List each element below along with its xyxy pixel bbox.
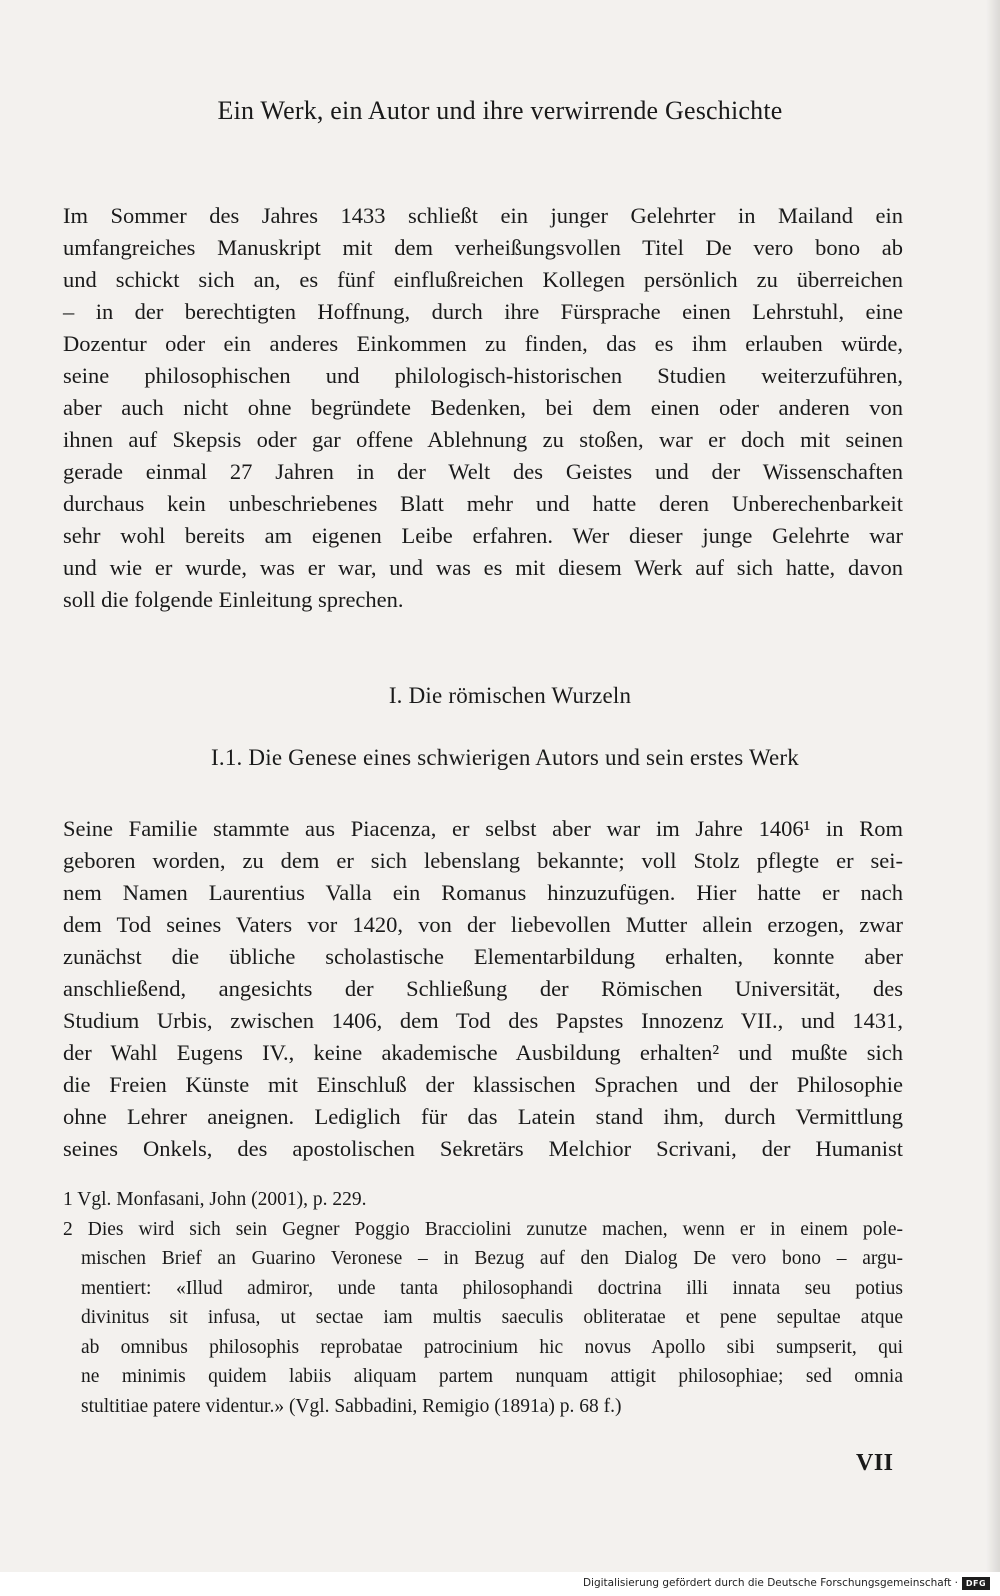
text-line: geboren worden, zu dem er sich lebenslang bekannte; voll Stolz pflegte er sei- [63,848,903,873]
dfg-logo: DFG [962,1577,990,1590]
text-line: die Freien Künste mit Einschluß der klassischen Sprachen und der Philosophie [63,1072,903,1097]
body-paragraph [63,813,903,1165]
section-heading: I. Die römischen Wurzeln [388,683,632,708]
intro-paragraph [63,200,903,616]
footnote-2-line: ne minimis quidem labiis aliquam partem nunquam attigit philosophiae; sed omnia [81,1366,903,1387]
text-line: aber auch nicht ohne begründete Bedenken, bei dem einen oder anderen von [63,395,903,420]
text-line: Studium Urbis, zwischen 1406, dem Tod des Papstes Innozenz VII., und 1431, [63,1008,903,1033]
text-line: ohne Lehrer aneignen. Lediglich für das Latein stand ihm, durch Vermittlung [63,1104,903,1129]
text-line: dem Tod seines Vaters vor 1420, von der liebevollen Mutter allein erzogen, zwar [63,912,903,937]
text-line: und wie er wurde, was er war, und was es mit diesem Werk auf sich hatte, davon [63,555,903,580]
text-line: ihnen auf Skepsis oder gar offene Ablehnung zu stoßen, war er doch mit seinen [63,427,903,452]
text-line: Dozentur oder ein anderes Einkommen zu finden, das es ihm erlauben würde, [63,331,903,356]
text-line: nem Namen Laurentius Valla ein Romanus hinzuzufügen. Hier hatte er nach [63,880,903,905]
subsection-heading: I.1. Die Genese eines schwierigen Autors und sein erstes Werk [211,745,799,770]
footnote-2-line: mentiert: «Illud admiror, unde tanta philosophandi doctrina illi innata seu potius [81,1277,903,1299]
footnote-2-line: stultitiae patere videntur.» (Vgl. Sabbadini, Remigio (1891a) p. 68 f.) [81,1395,622,1417]
text-line: umfangreiches Manuskript mit dem verheißungsvollen Titel De vero bono ab [63,235,903,260]
text-line: seine philosophischen und philologisch-historischen Studien weiterzuführen, [63,363,903,388]
footnote-2-line: mischen Brief an Guarino Veronese – in Bezug auf den Dialog De vero bono – argu- [81,1248,903,1269]
footnote-2-line: ab omnibus philosophis reprobatae patrocinium hic novus Apollo sibi sumpserit, qui [81,1336,903,1358]
text-line: Seine Familie stammte aus Piacenza, er selbst aber war im Jahre 1406¹ in Rom [63,816,903,841]
text-line: Im Sommer des Jahres 1433 schließt ein junger Gelehrter in Mailand ein [63,203,903,228]
text-line: durchaus kein unbeschriebenes Blatt mehr und hatte deren Unberechenbarkeit [63,491,903,516]
text-line: soll die folgende Einleitung sprechen. [63,587,404,612]
page-number: VII [856,1450,894,1476]
text-line: der Wahl Eugens IV., keine akademische Ausbildung erhalten² und mußte sich [63,1040,903,1065]
page-edge-shadow [986,0,1000,1596]
text-line: zunächst die übliche scholastische Elementarbildung erhalten, konnte aber [63,944,903,969]
text-line: und schickt sich an, es fünf einflußreichen Kollegen persönlich zu überreichen [63,267,903,292]
text-line: sehr wohl bereits am eigenen Leibe erfahren. Wer dieser junge Gelehrte war [63,523,903,548]
footnote-2-line: divinitus sit infusa, ut sectae iam multis saeculis obliteratae et pene sepultae atque [81,1307,903,1328]
footnote-1: 1 Vgl. Monfasani, John (2001), p. 229. [63,1189,367,1210]
text-line: – in der berechtigten Hoffnung, durch ihre Fürsprache einen Lehrstuhl, eine [63,299,903,324]
footnotes [63,1185,903,1421]
funding-notice: Digitalisierung gefördert durch die Deutsche Forschungsgemeinschaft · [582,1577,958,1589]
footnote-2-line: 2 Dies wird sich sein Gegner Poggio Bracciolini zunutze machen, wenn er in einem pole- [63,1218,903,1240]
text-line: seines Onkels, des apostolischen Sekretärs Melchior Scrivani, der Humanist [63,1136,903,1161]
text-line: anschließend, angesichts der Schließung der Römischen Universität, des [63,976,903,1001]
text-line: gerade einmal 27 Jahren in der Welt des Geistes und der Wissenschaften [63,459,903,484]
chapter-title: Ein Werk, ein Autor und ihre verwirrende Geschichte [217,96,783,125]
